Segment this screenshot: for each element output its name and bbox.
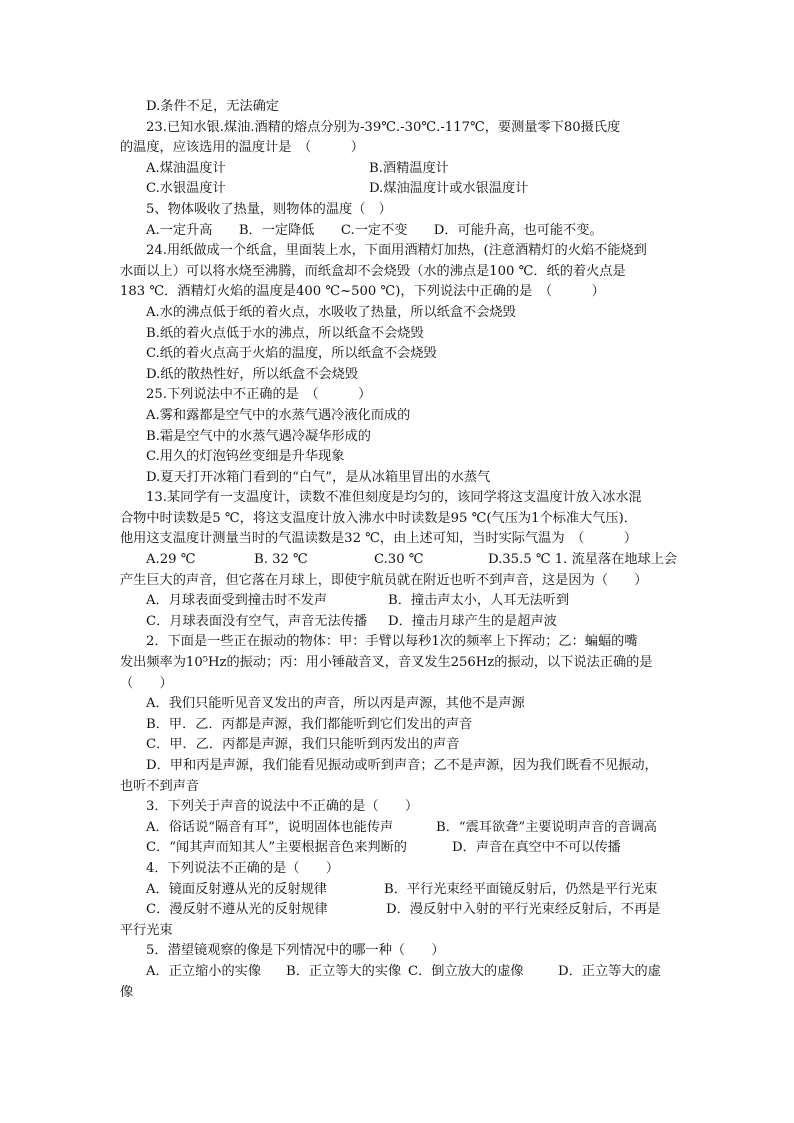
option-text: C.水银温度计 — [146, 181, 226, 197]
text-line: 平行光束 — [120, 922, 173, 938]
text-line: 5、物体吸收了热量，则物体的温度（ ） — [146, 201, 392, 217]
text-line: C．甲．乙．丙都是声源，我们只能听到丙发出的声音 — [146, 737, 460, 753]
option-text: D．漫反射中入射的平行光束经反射后，不再是 — [386, 902, 661, 918]
text-line: A.水的沸点低于纸的着火点，水吸收了热量，所以纸盒不会烧毁 — [146, 304, 516, 320]
text-line: A.雾和露都是空气中的水蒸气遇冷液化而成的 — [146, 407, 411, 423]
option-text: A.29 ℃ — [146, 552, 196, 568]
text-line: 合物中时读数是5 ℃，将这支温度计放入沸水中时读数是95 ℃(气压为1个标准大气压)． — [120, 510, 637, 526]
option-text: C．“闻其声而知其人”主要根据音色来判断的 — [146, 840, 407, 856]
option-text: B．撞击声太小，人耳无法听到 — [388, 593, 570, 609]
text-line: 13.某同学有一支温度计，读数不准但刻度是均匀的，该同学将这支温度计放入冰水混 — [146, 490, 642, 506]
option-text: B．平行光束经平面镜反射后，仍然是平行光束 — [384, 881, 658, 897]
text-line — [120, 179, 678, 200]
text-line: 24.用纸做成一个纸盒，里面装上水，下面用酒精灯加热，(注意酒精灯的火焰不能烧到 — [146, 243, 647, 259]
question-text-block — [120, 97, 678, 1003]
option-text: B．正立等大的实像 — [286, 963, 402, 979]
option-text: D．声音在真空中不可以传播 — [452, 840, 621, 856]
text-line: 他用这支温度计测量当时的气温读数是32 ℃，由上述可知，当时实际气温为 （ ） — [120, 531, 638, 547]
option-text: A．镜面反射遵从光的反射规律 — [146, 881, 327, 897]
text-line: 水面以上）可以将水烧至沸腾，而纸盒却不会烧毁（水的沸点是100 ℃．纸的着火点是 — [120, 263, 626, 279]
option-text: B．“震耳欲聋”主要说明声音的音调高 — [436, 819, 657, 835]
option-text: D．正立等大的虚 — [558, 963, 661, 979]
text-line: 也听不到声音 — [120, 778, 200, 794]
text-line: A.一定升高 B．一定降低 C.一定不变 D．可能升高，也可能不变。 — [146, 222, 603, 238]
text-line — [120, 838, 678, 859]
text-line — [120, 818, 678, 839]
option-text: D.煤油温度计或水银温度计 — [369, 181, 529, 197]
option-text: A．正立缩小的实像 — [146, 963, 262, 979]
text-line — [120, 962, 678, 983]
text-line: 像 — [120, 984, 134, 1000]
text-line: D.纸的散热性好，所以纸盒不会烧毁 — [146, 366, 359, 382]
text-line — [120, 612, 678, 633]
text-line: 5．潜望镜观察的像是下列情况中的哪一种（ ） — [146, 943, 445, 959]
option-text: A．月球表面受到撞击时不发声 — [146, 593, 327, 609]
text-line — [120, 900, 678, 921]
text-line — [120, 550, 678, 571]
option-text: B.酒精温度计 — [369, 160, 449, 176]
text-line — [120, 159, 678, 180]
text-line: 2．下面是一些正在振动的物体：甲：手臂以每秒1次的频率上下挥动；乙：蝙蝠的嘴 — [146, 634, 638, 650]
text-line: B．甲．乙．丙都是声源，我们都能听到它们发出的声音 — [146, 716, 473, 732]
text-line — [120, 880, 678, 901]
text-line: B.纸的着火点低于水的沸点，所以纸盒不会烧毁 — [146, 325, 424, 341]
text-line: A．我们只能听见音叉发出的声音，所以丙是声源，其他不是声源 — [146, 696, 525, 712]
text-line: 23.已知水银.煤油.酒精的熔点分别为-39℃.-30℃.-117℃，要测量零下80摄氏度 — [146, 119, 621, 135]
text-line: 产生巨大的声音，但它落在月球上，即使宇航员就在附近也听不到声音，这是因为（ ） — [120, 572, 648, 588]
option-text: C．月球表面没有空气，声音无法传播 — [146, 613, 368, 629]
text-line — [120, 591, 678, 612]
text-line: 25.下列说法中不正确的是 （ ） — [146, 387, 372, 403]
text-line: D.条件不足，无法确定 — [146, 99, 279, 114]
text-line: （ ） — [120, 675, 173, 691]
option-text: C.30 ℃ — [374, 552, 424, 568]
option-text: A．俗话说“隔音有耳”，说明固体也能传声 — [146, 819, 394, 835]
text-line: 183 ℃．酒精灯火焰的温度是400 ℃~500 ℃)，下列说法中正确的是 （ ） — [120, 284, 605, 300]
text-line: 的温度，应该选用的温度计是 （ ） — [120, 140, 364, 156]
text-line: D.夏天打开冰箱门看到的“白气”，是从冰箱里冒出的水蒸气 — [146, 469, 491, 485]
text-line: D．甲和丙是声源，我们能看见振动或听到声音；乙不是声源，因为我们既看不见振动， — [146, 758, 658, 773]
option-text: B. 32 ℃ — [254, 552, 308, 568]
text-line: 4．下列说法不正确的是（ ） — [146, 860, 340, 876]
text-line: C.纸的着火点高于火焰的温度，所以纸盒不会烧毁 — [146, 346, 437, 362]
text-line: 3．下列关于声音的说法中不正确的是（ ） — [146, 799, 419, 815]
option-text: D．撞击月球产生的是超声波 — [388, 613, 557, 629]
option-text: A.煤油温度计 — [146, 160, 226, 176]
option-text: C．倒立放大的虚像 — [408, 963, 524, 979]
option-text: C．漫反射不遵从光的反射规律 — [146, 902, 328, 918]
text-line: B.霜是空气中的水蒸气遇冷凝华形成的 — [146, 428, 371, 444]
text-line: 发出频率为10⁵Hz的振动；丙：用小锤敲音叉，音叉发生256Hz的振动，以下说法正确的是 — [120, 655, 653, 671]
option-text: D.35.5 ℃ 1. 流星落在地球上会 — [488, 552, 678, 568]
text-line: C.用久的灯泡钨丝变细是升华现象 — [146, 449, 345, 465]
